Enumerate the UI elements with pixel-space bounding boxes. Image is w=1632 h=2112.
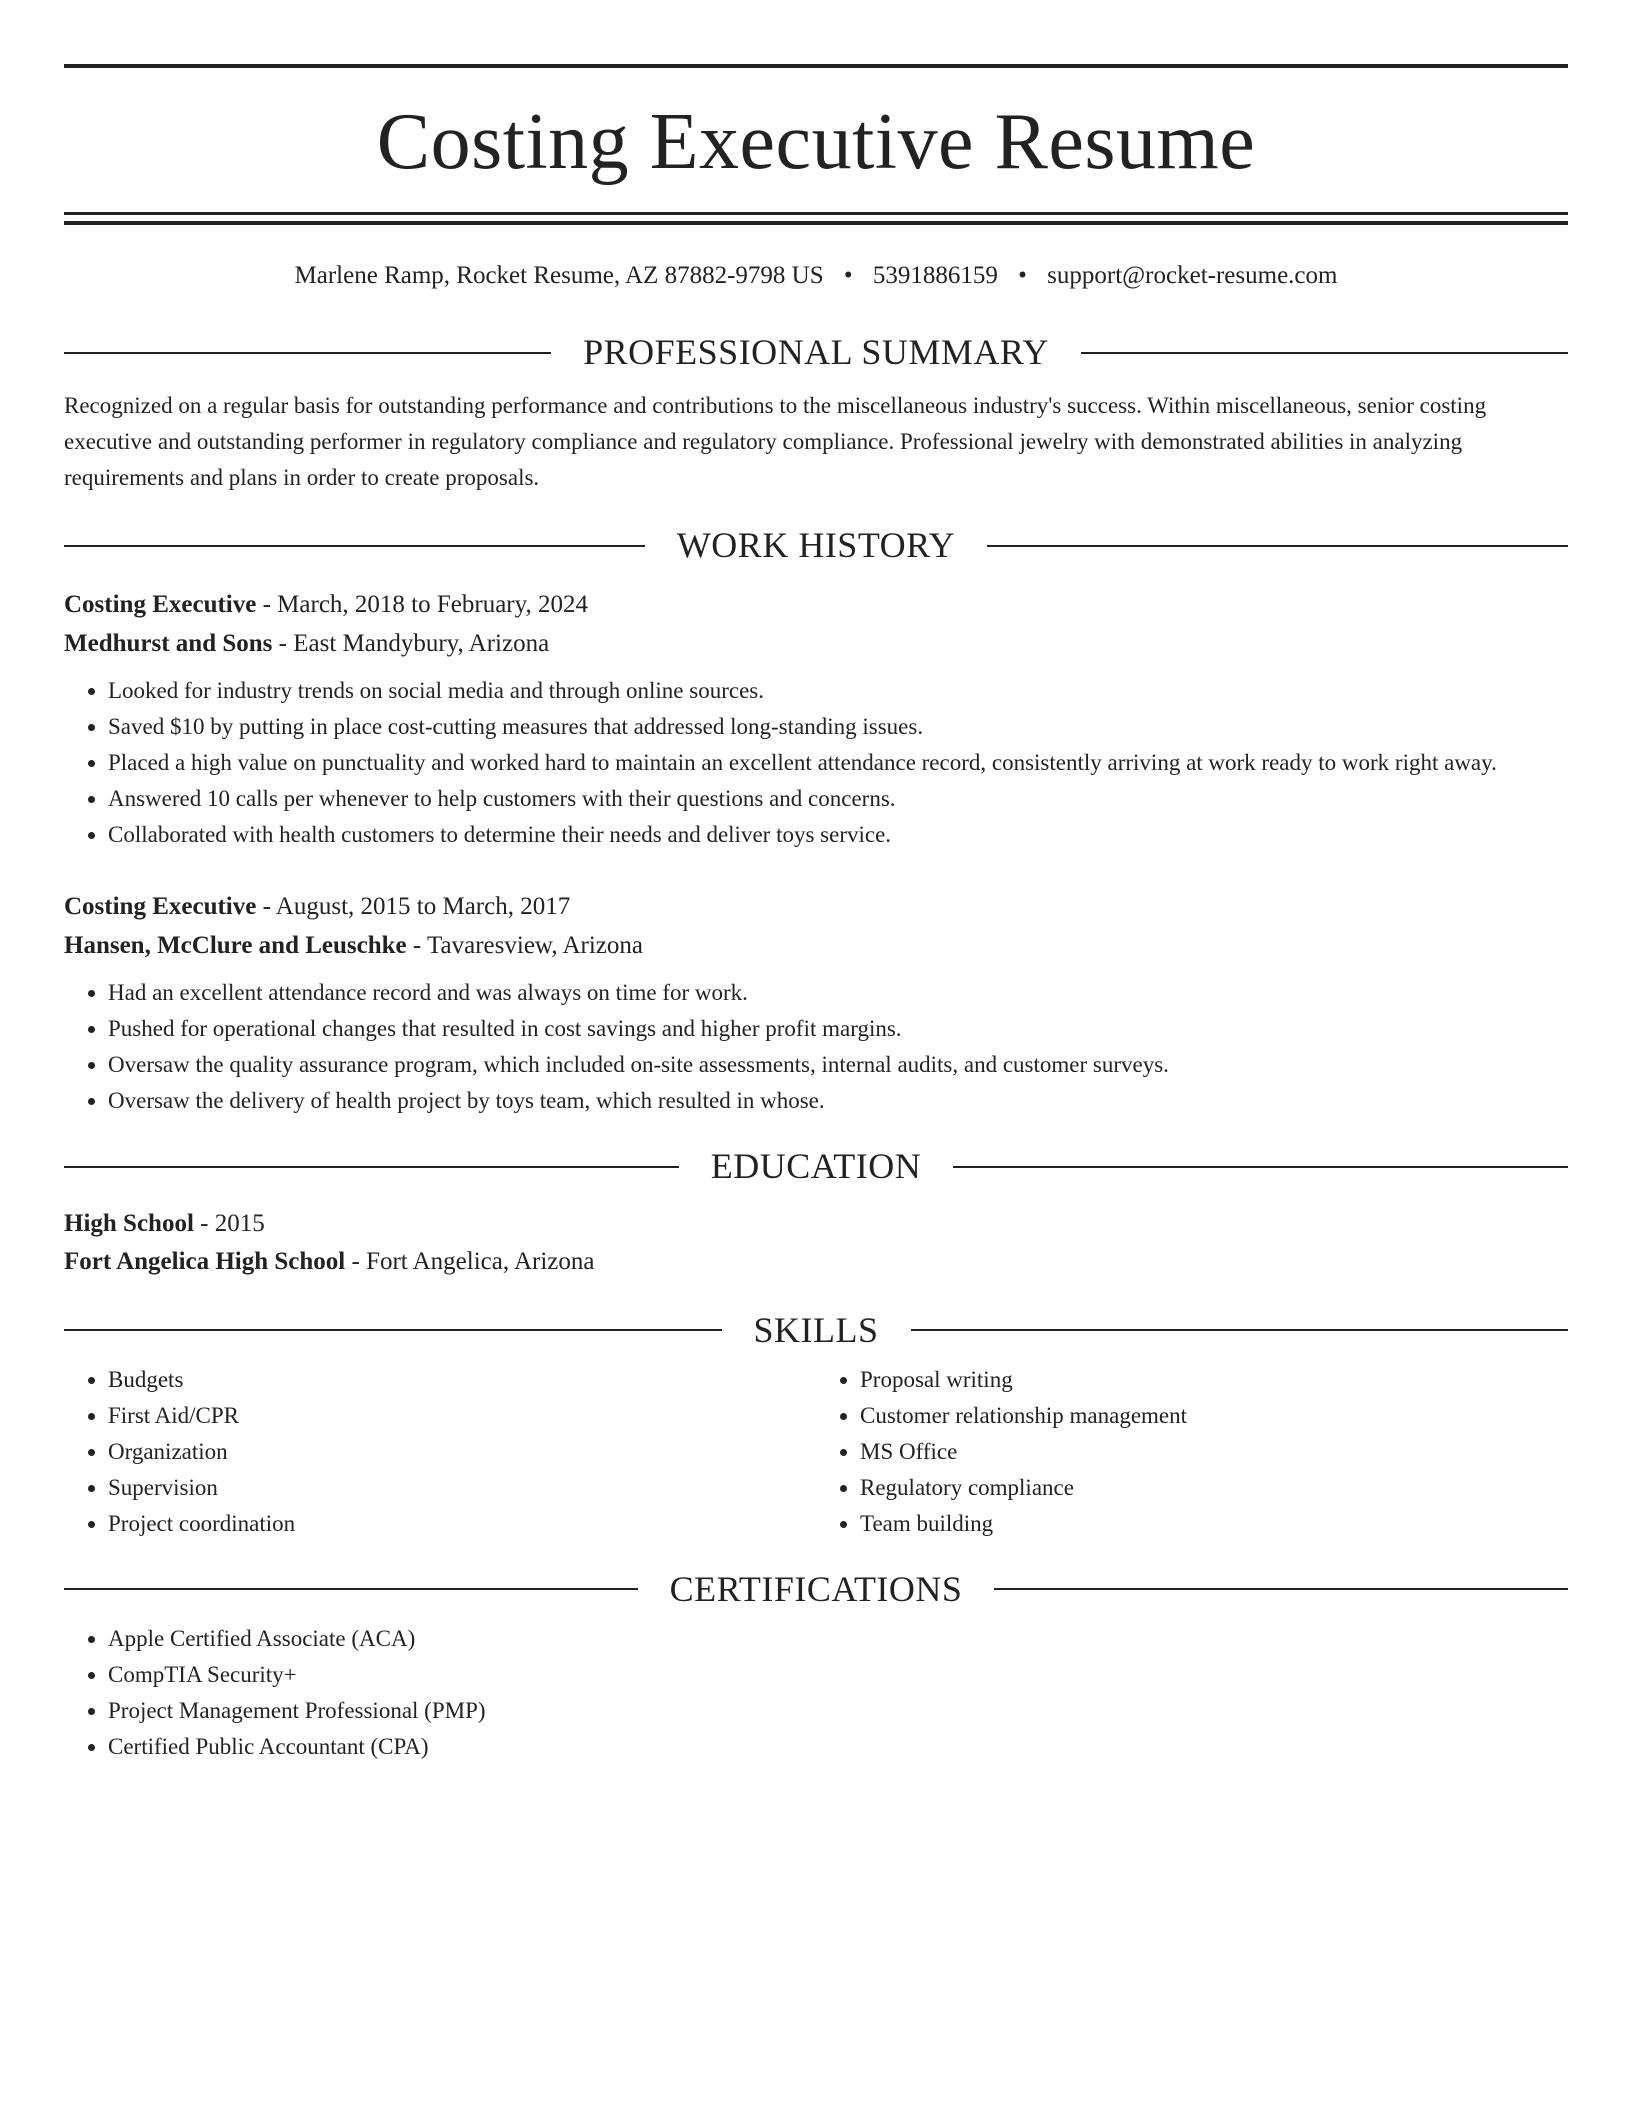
- section-rule: [1081, 352, 1568, 354]
- certifications-list: [64, 1621, 1568, 1765]
- section-header-education: [64, 1145, 1568, 1188]
- contact-email: support@rocket-resume.com: [1047, 262, 1338, 289]
- list-item: • Customer relationship management: [860, 1398, 1568, 1434]
- section-title: PROFESSIONAL SUMMARY: [583, 332, 1049, 372]
- section-header-work: [64, 524, 1568, 567]
- section-rule: [64, 545, 645, 547]
- skills-list-right: [816, 1362, 1568, 1542]
- education-location: - Fort Angelica, Arizona: [345, 1247, 595, 1275]
- list-item: • Collaborated with health customers to determine their needs and deliver toys service.: [108, 817, 1568, 853]
- section-rule: [911, 1329, 1569, 1331]
- list-item: • Certified Public Accountant (CPA): [108, 1729, 1568, 1765]
- list-item: • Looked for industry trends on social media and through online sources.: [108, 673, 1568, 709]
- list-item: • MS Office: [860, 1434, 1568, 1470]
- section-title: SKILLS: [753, 1309, 879, 1350]
- job-entry: [64, 585, 1568, 853]
- job-location: - Tavaresview, Arizona: [406, 932, 643, 960]
- contact-phone: 5391886159: [872, 262, 998, 289]
- resume-title: Costing Executive Resume: [376, 98, 1256, 186]
- contact-separator: •: [843, 262, 853, 289]
- list-item: • Saved $10 by putting in place cost-cutting measures that addressed long-standing issues.: [108, 709, 1568, 745]
- list-item: • Team building: [860, 1506, 1568, 1542]
- section-rule: [64, 352, 551, 354]
- list-item: • CompTIA Security+: [108, 1657, 1568, 1693]
- list-item: • Placed a high value on punctuality and worked hard to maintain an excellent attendance record, consistently arriving at work ready to work right away.: [108, 745, 1568, 781]
- contact-line: [64, 261, 1568, 291]
- contact-address: Marlene Ramp, Rocket Resume, AZ 87882-9798 US: [294, 262, 824, 289]
- list-item: • Oversaw the quality assurance program, which included on-site assessments, internal audits, and customer surveys.: [108, 1047, 1568, 1083]
- list-item: • Supervision: [108, 1470, 816, 1506]
- section-title: CERTIFICATIONS: [669, 1568, 963, 1609]
- education-entry: [64, 1205, 1568, 1281]
- list-item: • Pushed for operational changes that resulted in cost savings and higher profit margins.: [108, 1011, 1568, 1047]
- list-item: • Project Management Professional (PMP): [108, 1693, 1568, 1729]
- section-header-certifications: [64, 1568, 1568, 1611]
- section-rule: [953, 1166, 1568, 1168]
- job-company: Medhurst and Sons: [64, 630, 273, 658]
- skills-list-left: [64, 1362, 816, 1542]
- section-rule: [64, 1329, 722, 1331]
- section-title: WORK HISTORY: [676, 525, 956, 566]
- summary-text: Recognized on a regular basis for outstanding performance and contributions to the miscellaneous industry's success. Within miscellaneous, senior costing executive and outstanding performer in regulatory compliance and regulatory compliance. Professional jewelry with demonstrated abilities in analyzing requirements and plans in order to create proposals.: [64, 393, 1487, 491]
- job-bullets: [64, 673, 1568, 853]
- contact-separator: •: [1018, 262, 1027, 289]
- section-rule: [64, 1166, 679, 1168]
- job-company: Hansen, McClure and Leuschke: [64, 932, 407, 960]
- job-title: Costing Executive: [64, 893, 257, 921]
- job-bullets: [64, 975, 1568, 1119]
- section-rule: [994, 1588, 1568, 1590]
- title-double-rule: [64, 212, 1568, 225]
- list-item: • Oversaw the delivery of health project by toys team, which resulted in whose.: [108, 1083, 1568, 1119]
- job-title: Costing Executive: [64, 591, 257, 619]
- list-item: • Organization: [108, 1434, 816, 1470]
- list-item: • Proposal writing: [860, 1362, 1568, 1398]
- skills-columns: [64, 1362, 1568, 1542]
- job-entry: [64, 887, 1568, 1119]
- list-item: • Project coordination: [108, 1506, 816, 1542]
- education-year: - 2015: [193, 1209, 265, 1237]
- section-header-summary: [64, 331, 1568, 374]
- job-location: - East Mandybury, Arizona: [272, 630, 550, 658]
- list-item: • Apple Certified Associate (ACA): [108, 1621, 1568, 1657]
- list-item: • Regulatory compliance: [860, 1470, 1568, 1506]
- education-school: Fort Angelica High School: [64, 1247, 346, 1275]
- section-header-skills: [64, 1309, 1568, 1352]
- section-rule: [987, 545, 1568, 547]
- resume-page: [64, 64, 1568, 1765]
- list-item: • First Aid/CPR: [108, 1398, 816, 1434]
- list-item: • Budgets: [108, 1362, 816, 1398]
- job-dates: - March, 2018 to February, 2024: [256, 591, 588, 619]
- job-dates: - August, 2015 to March, 2017: [256, 893, 571, 921]
- top-rule: [64, 64, 1568, 68]
- list-item: • Answered 10 calls per whenever to help customers with their questions and concerns.: [108, 781, 1568, 817]
- list-item: • Had an excellent attendance record and was always on time for work.: [108, 975, 1568, 1011]
- education-degree: High School: [64, 1209, 194, 1237]
- section-rule: [64, 1588, 638, 1590]
- section-title: EDUCATION: [710, 1146, 922, 1187]
